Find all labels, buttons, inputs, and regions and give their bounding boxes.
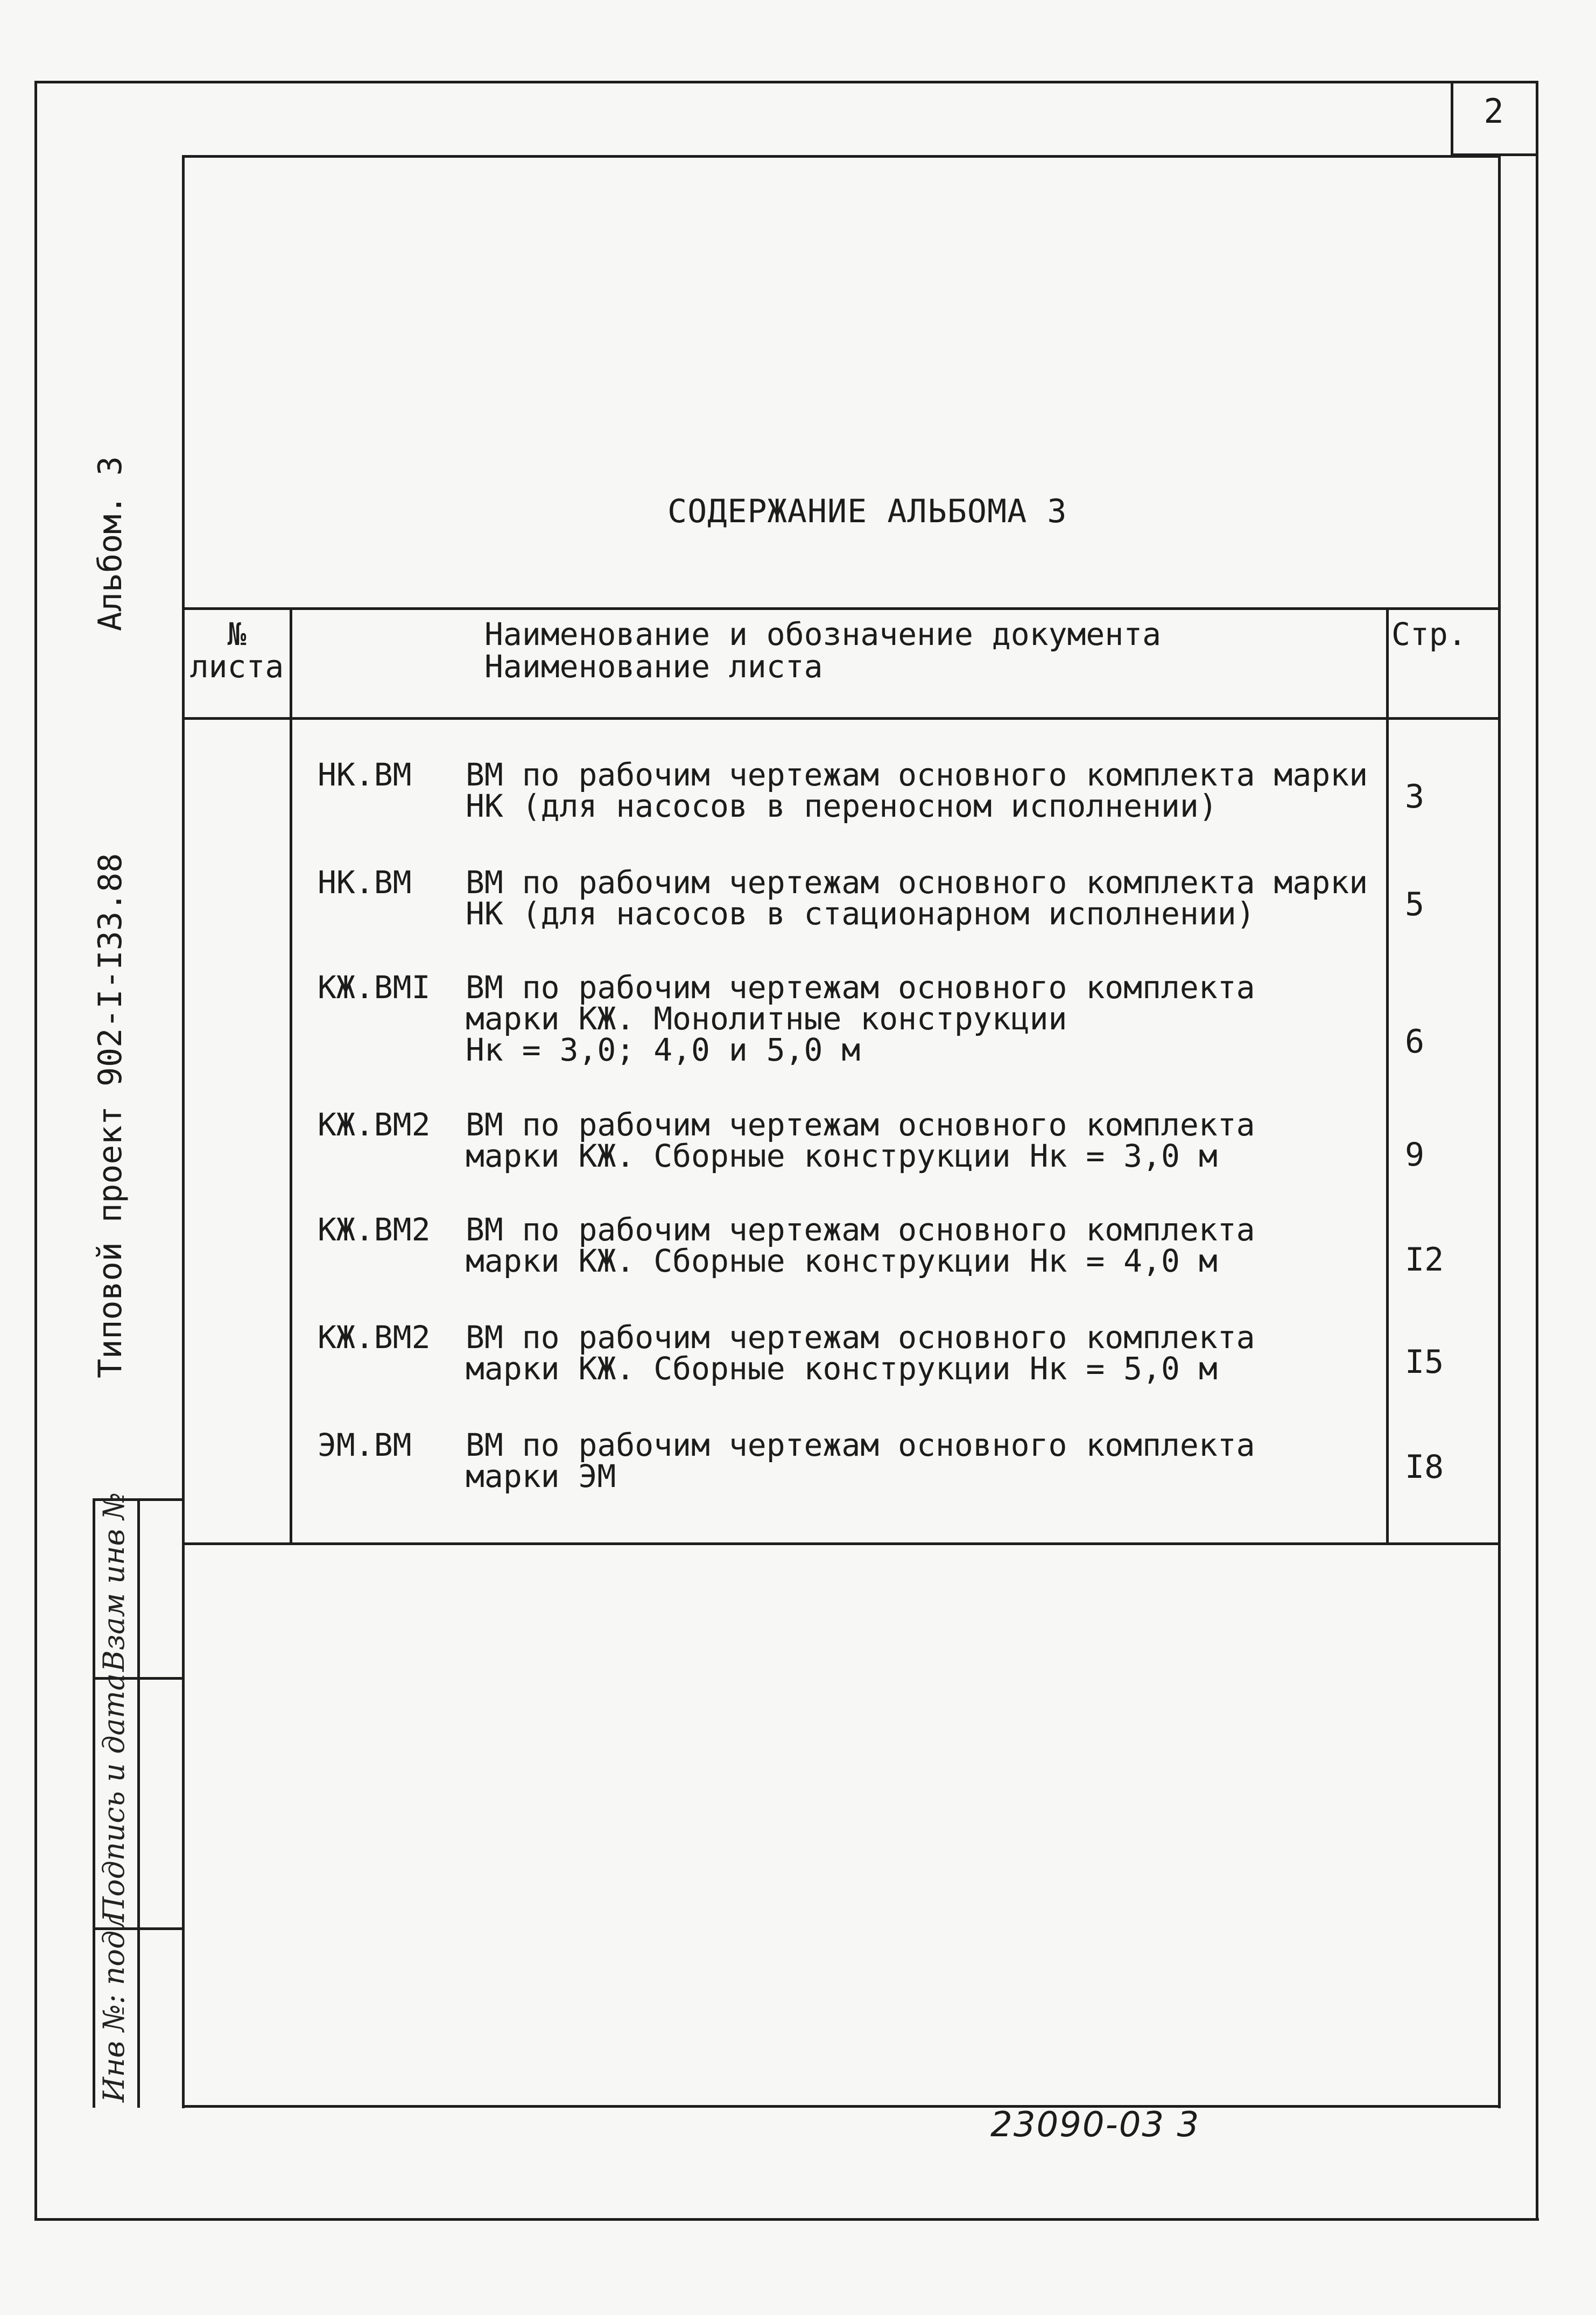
row-page: 6 xyxy=(1405,1023,1425,1061)
outer-frame-right xyxy=(1536,81,1538,2221)
row-code: КЖ.ВМ2 xyxy=(318,1211,431,1248)
stamp-outer-left xyxy=(93,1499,95,2108)
outer-frame-left xyxy=(34,81,37,2221)
header-sheet-no-text: № листа xyxy=(189,616,284,685)
row-description: ВМ по рабочим чертежам основного комплекта марки КЖ. Сборные конструкции Нк = 4,0 м xyxy=(466,1211,1255,1279)
stamp-inv-podl: Инв №: подл xyxy=(97,1912,131,2102)
table-col-divider-1 xyxy=(290,607,292,1544)
row-page: 9 xyxy=(1405,1136,1425,1174)
outer-frame-top xyxy=(37,81,1538,83)
row-code: ЭМ.ВМ xyxy=(318,1427,412,1463)
inner-frame-top xyxy=(182,155,1501,158)
row-page: I2 xyxy=(1405,1241,1444,1279)
row-description: ВМ по рабочим чертежам основного комплекта марки ЭМ xyxy=(466,1427,1255,1495)
table-header-bottom-line xyxy=(182,717,1501,720)
row-code: НК.ВМ xyxy=(318,864,412,901)
row-description: ВМ по рабочим чертежам основного комплекта марки КЖ. Монолитные конструкции Нк = 3,0; 4,0 и 5,0 м xyxy=(466,969,1255,1068)
header-doc-name xyxy=(484,618,1161,683)
row-description: ВМ по рабочим чертежам основного комплекта марки НК (для насосов в стационарном исполнении) xyxy=(466,864,1368,932)
sheet-number: 2 xyxy=(1483,92,1504,131)
row-code: КЖ.ВМ2 xyxy=(318,1106,431,1143)
row-description: ВМ по рабочим чертежам основного комплекта марки КЖ. Сборные конструкции Нк = 5,0 м xyxy=(466,1319,1255,1387)
inner-frame-left xyxy=(182,155,185,2108)
inner-frame-right xyxy=(1498,155,1501,2108)
table-col-divider-2 xyxy=(1386,607,1389,1544)
side-project: Типовой проект 902-I-I33.88 xyxy=(92,853,129,1378)
row-code: КЖ.ВМI xyxy=(318,969,431,1006)
row-description: ВМ по рабочим чертежам основного комплекта марки КЖ. Сборные конструкции Нк = 3,0 м xyxy=(466,1106,1255,1174)
header-page: Стр. xyxy=(1391,616,1467,653)
stamp-divider xyxy=(137,1499,140,2108)
row-code: КЖ.ВМ2 xyxy=(318,1319,431,1356)
side-project-title xyxy=(92,456,129,1378)
outer-frame-bottom xyxy=(34,2218,1539,2221)
stamp-sign-date: Подпись и дата xyxy=(97,1673,131,1922)
side-album: Альбом. 3 xyxy=(92,456,129,632)
table-top-line xyxy=(182,607,1501,610)
header-sheet-no xyxy=(186,618,288,683)
row-page: 5 xyxy=(1405,886,1425,923)
page-title: СОДЕРЖАНИЕ АЛЬБОМА 3 xyxy=(667,493,1067,530)
row-page: I8 xyxy=(1405,1448,1444,1486)
row-page: I5 xyxy=(1405,1343,1444,1381)
row-code: НК.ВМ xyxy=(318,756,412,793)
inner-frame-bottom xyxy=(182,2105,1501,2108)
row-page: 3 xyxy=(1405,778,1425,816)
footer-document-code: 23090-03 3 xyxy=(990,2105,1200,2145)
stamp-inv-vzam: Взам инв № xyxy=(97,1492,131,1672)
sheetno-box-bottom xyxy=(1451,153,1538,156)
header-doc-name-text: Наименование и обозначение документа Наименование листа xyxy=(484,616,1162,685)
table-bottom-line xyxy=(182,1542,1501,1545)
row-description: ВМ по рабочим чертежам основного комплекта марки НК (для насосов в переносном исполнении) xyxy=(466,756,1368,824)
